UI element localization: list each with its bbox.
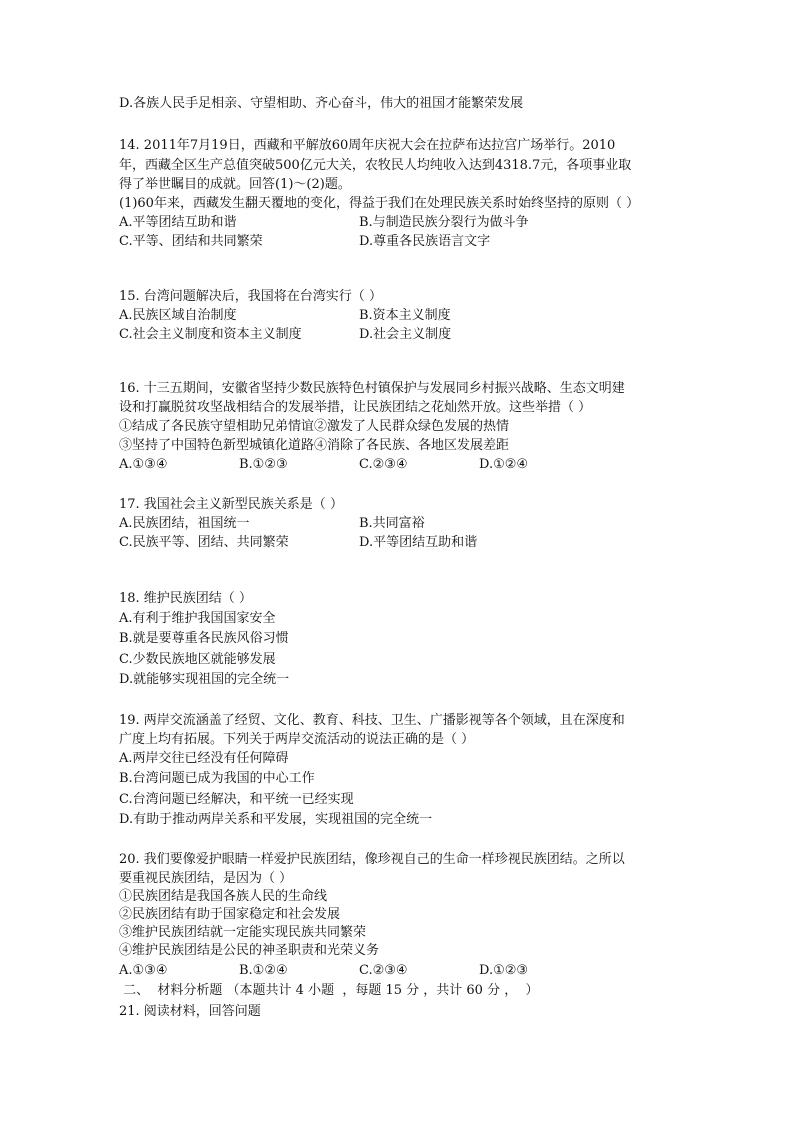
- q20-statement: ③维护民族团结就一定能实现民族共同繁荣: [119, 925, 367, 940]
- q14-option-a[interactable]: A.平等团结互助和谐: [119, 215, 237, 230]
- q17-option-b[interactable]: B.共同富裕: [359, 516, 425, 531]
- q17-option-d[interactable]: D.平等团结互助和谐: [359, 535, 478, 550]
- q19-option-d[interactable]: D.有助于推动两岸关系和平发展，实现祖国的完全统一: [119, 812, 433, 827]
- q14-option-c[interactable]: C.平等、团结和共同繁荣: [119, 234, 263, 249]
- q20-option-c[interactable]: C.②③④: [359, 963, 408, 978]
- section-heading: 二、 材料分析题 （本题共计 4 小题 ，每题 15 分 ，共计 60 分 ， ）: [119, 983, 539, 998]
- q20-statement: ②民族团结有助于国家稳定和社会发展: [119, 907, 341, 922]
- q18-option-c[interactable]: C.少数民族地区就能够发展: [119, 652, 276, 667]
- q16-stem: 设和打赢脱贫攻坚战相结合的发展举措，让民族团结之花灿然开放。这些举措（ ）: [119, 400, 592, 415]
- q18-stem: 18. 维护民族团结（ ）: [119, 591, 252, 606]
- q17-stem: 17. 我国社会主义新型民族关系是（ ）: [119, 497, 343, 512]
- q20-stem: 20. 我们要像爱护眼睛一样爱护民族团结，像珍视自己的生命一样珍视民族团结。之所以: [119, 852, 625, 867]
- q15-option-a[interactable]: A.民族区域自治制度: [119, 308, 237, 323]
- q19-option-c[interactable]: C.台湾问题已经解决，和平统一已经实现: [119, 792, 354, 807]
- q19-stem: 广度上均有拓展。下列关于两岸交流活动的说法正确的是（ ）: [119, 732, 475, 747]
- q20-option-a[interactable]: A.①③④: [119, 963, 168, 978]
- q15-option-d[interactable]: D.社会主义制度: [359, 327, 452, 342]
- q18-option-a[interactable]: A.有利于维护我国国家安全: [119, 611, 276, 626]
- q21-stem: 21. 阅读材料，回答问题: [119, 1004, 261, 1019]
- q18-option-d[interactable]: D.就能够实现祖国的完全统一: [119, 672, 290, 687]
- q16-statements: ③坚持了中国特色新型城镇化道路④消除了各民族、各地区发展差距: [119, 438, 510, 453]
- q19-option-a[interactable]: A.两岸交往已经没有任何障碍: [119, 751, 289, 766]
- q20-option-d[interactable]: D.①②③: [479, 963, 529, 978]
- q20-statement: ④维护民族团结是公民的神圣职责和光荣义务: [119, 943, 380, 958]
- q20-stem: 要重视民族团结，是因为（ ）: [119, 871, 293, 886]
- q19-stem: 19. 两岸交流涵盖了经贸、文化、教育、科技、卫生、广播影视等各个领域，且在深度和: [119, 713, 625, 728]
- q19-option-b[interactable]: B.台湾问题已成为我国的中心工作: [119, 771, 315, 786]
- q14-stem: 得了举世瞩目的成就。回答(1)～(2)题。: [119, 177, 351, 192]
- q15-option-c[interactable]: C.社会主义制度和资本主义制度: [119, 327, 302, 342]
- q15-stem: 15. 台湾问题解决后，我国将在台湾实行（ ）: [119, 289, 382, 304]
- q16-option-a[interactable]: A.①③④: [119, 457, 168, 472]
- q16-statements: ①结成了各民族守望相助兄弟情谊②激发了人民群众绿色发展的热情: [119, 419, 510, 434]
- q17-option-a[interactable]: A.民族团结，祖国统一: [119, 516, 250, 531]
- q14-option-b[interactable]: B.与制造民族分裂行为做斗争: [359, 215, 529, 230]
- q16-option-b[interactable]: B.①②③: [239, 457, 288, 472]
- q15-option-b[interactable]: B.资本主义制度: [359, 308, 451, 323]
- q20-statement: ①民族团结是我国各族人民的生命线: [119, 889, 328, 904]
- q16-option-d[interactable]: D.①②④: [479, 457, 529, 472]
- q16-option-c[interactable]: C.②③④: [359, 457, 408, 472]
- q14-stem: 14. 2011年7月19日，西藏和平解放60周年庆祝大会在拉萨布达拉宫广场举行。2010: [119, 138, 616, 153]
- q13-option-d: D.各族人民手足相亲、守望相助、齐心奋斗，伟大的祖国才能繁荣发展: [119, 96, 524, 111]
- q14-option-d[interactable]: D.尊重各民族语言文字: [359, 234, 491, 249]
- q14-sub-question: (1)60年来，西藏发生翻天覆地的变化，得益于我们在处理民族关系时始终坚持的原则（ ）: [119, 196, 640, 211]
- q14-stem: 年，西藏全区生产总值突破500亿元大关，农牧民人均纯收入达到4318.7元，各项事业取: [119, 158, 632, 173]
- q20-option-b[interactable]: B.①②④: [239, 963, 288, 978]
- q17-option-c[interactable]: C.民族平等、团结、共同繁荣: [119, 535, 289, 550]
- q16-stem: 16. 十三五期间，安徽省坚持少数民族特色村镇保护与发展同乡村振兴战略、生态文明建: [119, 381, 625, 396]
- q18-option-b[interactable]: B.就是要尊重各民族风俗习惯: [119, 631, 289, 646]
